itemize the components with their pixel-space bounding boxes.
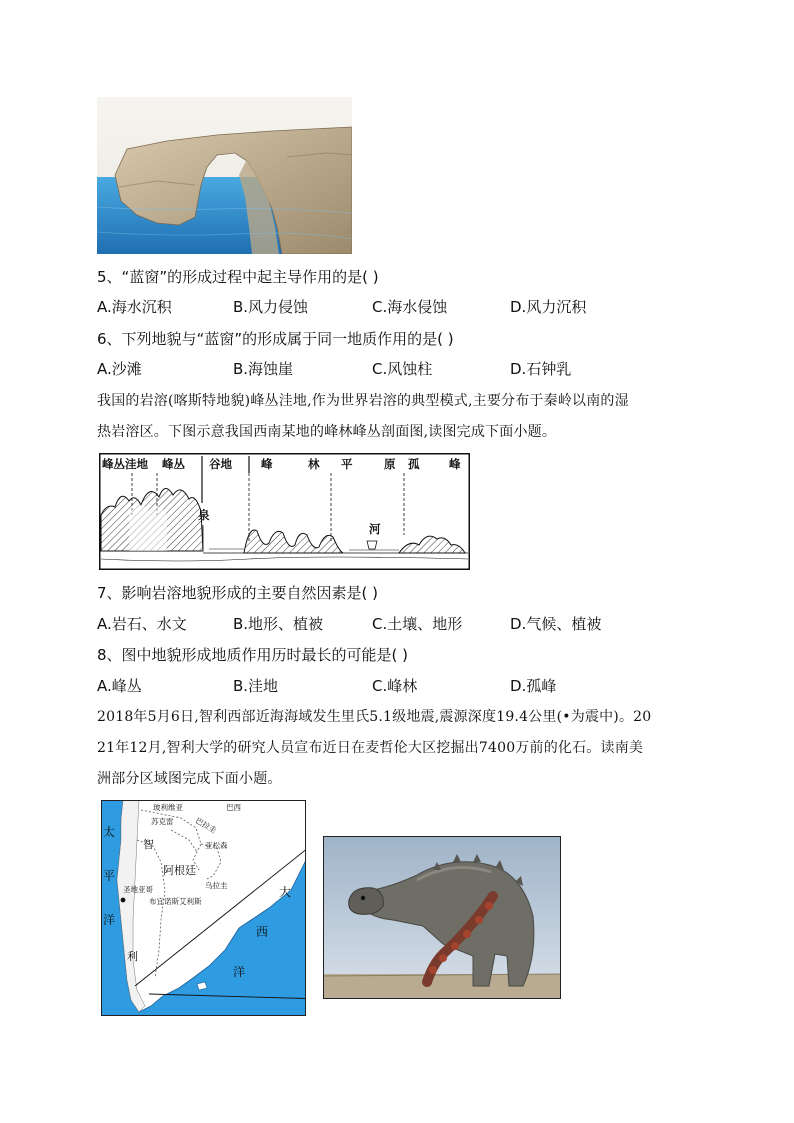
- q8-option-b[interactable]: B.洼地: [233, 677, 279, 695]
- q5-option-b[interactable]: B.风力侵蚀: [233, 298, 309, 316]
- label-pacific-3: 洋: [103, 913, 116, 927]
- q7-option-a[interactable]: A.岩石、水文: [97, 615, 187, 633]
- header-gudi: 谷地: [209, 457, 232, 471]
- q6-option-a[interactable]: A.沙滩: [97, 360, 142, 378]
- label-atlantic-3: 洋: [233, 965, 246, 979]
- label-li: 利: [127, 950, 138, 963]
- header-fengcong-wadi: 峰丛洼地: [102, 457, 148, 471]
- q7-option-b[interactable]: B.地形、植被: [233, 615, 324, 633]
- q6-option-d[interactable]: D.石钟乳: [510, 360, 572, 378]
- header-lin: 林: [308, 457, 320, 471]
- question-6-stem: 6、下列地貌与“蓝窗”的形成属于同一地质作用的是( ): [97, 330, 454, 348]
- header-gu: 孤: [408, 457, 420, 471]
- label-paraguay: 巴拉圭: [194, 815, 218, 835]
- karst-intro-line-2: 热岩溶区。下图示意我国西南某地的峰林峰丛剖面图,读图完成下面小题。: [97, 424, 557, 440]
- label-bolivia: 玻利维亚: [153, 803, 183, 812]
- label-chi: 智: [143, 838, 154, 851]
- label-atlantic-1: 大: [279, 885, 292, 899]
- header-ping: 平: [341, 457, 353, 471]
- dinosaur-fossil-reconstruction-image: [323, 836, 561, 999]
- label-pacific-1: 太: [103, 825, 116, 839]
- label-buenos-aires: 布宜诺斯艾利斯: [149, 897, 202, 906]
- south-america-map: [101, 800, 306, 1016]
- label-atlantic-2: 西: [256, 925, 269, 939]
- chile-intro-line-2: 21年12月,智利大学的研究人员宣布近日在麦哲伦大区挖掘出7400万前的化石。读南美: [97, 740, 644, 756]
- label-river: 河: [369, 522, 381, 536]
- karst-intro-line-1: 我国的岩溶(喀斯特地貌)峰丛洼地,作为世界岩溶的典型模式,主要分布于秦岭以南的湿: [97, 393, 629, 409]
- question-7-stem: 7、影响岩溶地貌形成的主要自然因素是( ): [97, 584, 379, 602]
- q5-option-d[interactable]: D.风力沉积: [510, 298, 587, 316]
- header-feng: 峰: [261, 457, 273, 471]
- q8-option-a[interactable]: A.峰丛: [97, 677, 142, 695]
- q8-option-d[interactable]: D.孤峰: [510, 677, 557, 695]
- q6-option-b[interactable]: B.海蚀崖: [233, 360, 294, 378]
- question-8-stem: 8、图中地貌形成地质作用历时最长的可能是( ): [97, 646, 409, 664]
- label-santiago: 圣地亚哥: [123, 885, 153, 894]
- header-fengcong: 峰丛: [162, 457, 185, 471]
- question-5-stem: 5、“蓝窗”的形成过程中起主导作用的是( ): [97, 268, 379, 286]
- q5-option-a[interactable]: A.海水沉积: [97, 298, 172, 316]
- q6-option-c[interactable]: C.风蚀柱: [372, 360, 433, 378]
- q7-option-d[interactable]: D.气候、植被: [510, 615, 602, 633]
- azure-window-photo: [97, 97, 352, 254]
- label-pacific-2: 平: [103, 869, 116, 883]
- q7-option-c[interactable]: C.土壤、地形: [372, 615, 463, 633]
- q8-option-c[interactable]: C.峰林: [372, 677, 418, 695]
- label-sucre: 苏克雷: [151, 817, 174, 826]
- q5-option-c[interactable]: C.海水侵蚀: [372, 298, 448, 316]
- label-spring: 泉: [198, 508, 210, 522]
- karst-profile-diagram: [99, 453, 470, 570]
- label-uruguay: 乌拉圭: [205, 881, 228, 890]
- chile-intro-line-1: 2018年5月6日,智利西部近海海域发生里氏5.1级地震,震源深度19.4公里(•为震中)。20: [97, 709, 652, 725]
- header-yuan: 原: [384, 457, 396, 471]
- label-asuncion: 亚松森: [205, 841, 228, 850]
- chile-intro-line-3: 洲部分区域图完成下面小题。: [97, 771, 282, 787]
- label-argentina: 阿根廷: [163, 864, 196, 877]
- header-feng-2: 峰: [449, 457, 461, 471]
- label-brazil: 巴西: [226, 803, 241, 812]
